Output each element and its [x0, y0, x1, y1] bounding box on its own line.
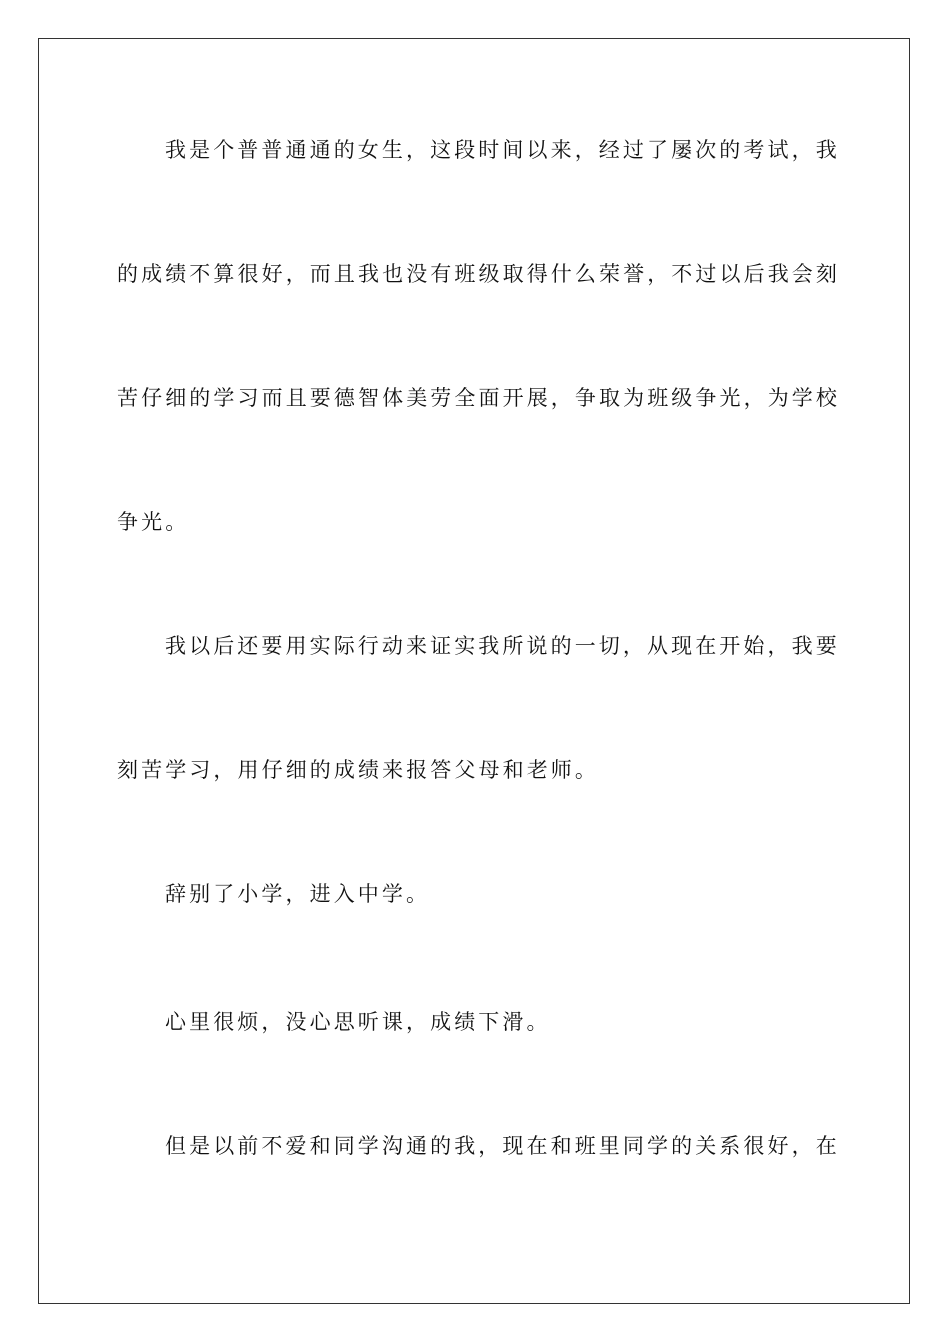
text-line-3: 苦仔细的学习而且要德智体美劳全面开展，争取为班级争光，为学校 [117, 386, 840, 410]
text-line-8: 心里很烦，没心思听课，成绩下滑。 [165, 1010, 551, 1034]
text-line-9: 但是以前不爱和同学沟通的我，现在和班里同学的关系很好，在 [165, 1134, 840, 1158]
page-border [38, 38, 910, 1304]
text-line-1: 我是个普普通通的女生，这段时间以来，经过了屡次的考试，我 [165, 138, 840, 162]
text-line-4: 争光。 [117, 510, 190, 534]
text-line-5: 我以后还要用实际行动来证实我所说的一切，从现在开始，我要 [165, 634, 840, 658]
text-line-2: 的成绩不算很好，而且我也没有班级取得什么荣誉，不过以后我会刻 [117, 262, 840, 286]
text-line-7: 辞别了小学，进入中学。 [165, 882, 431, 906]
text-line-6: 刻苦学习，用仔细的成绩来报答父母和老师。 [117, 758, 599, 782]
